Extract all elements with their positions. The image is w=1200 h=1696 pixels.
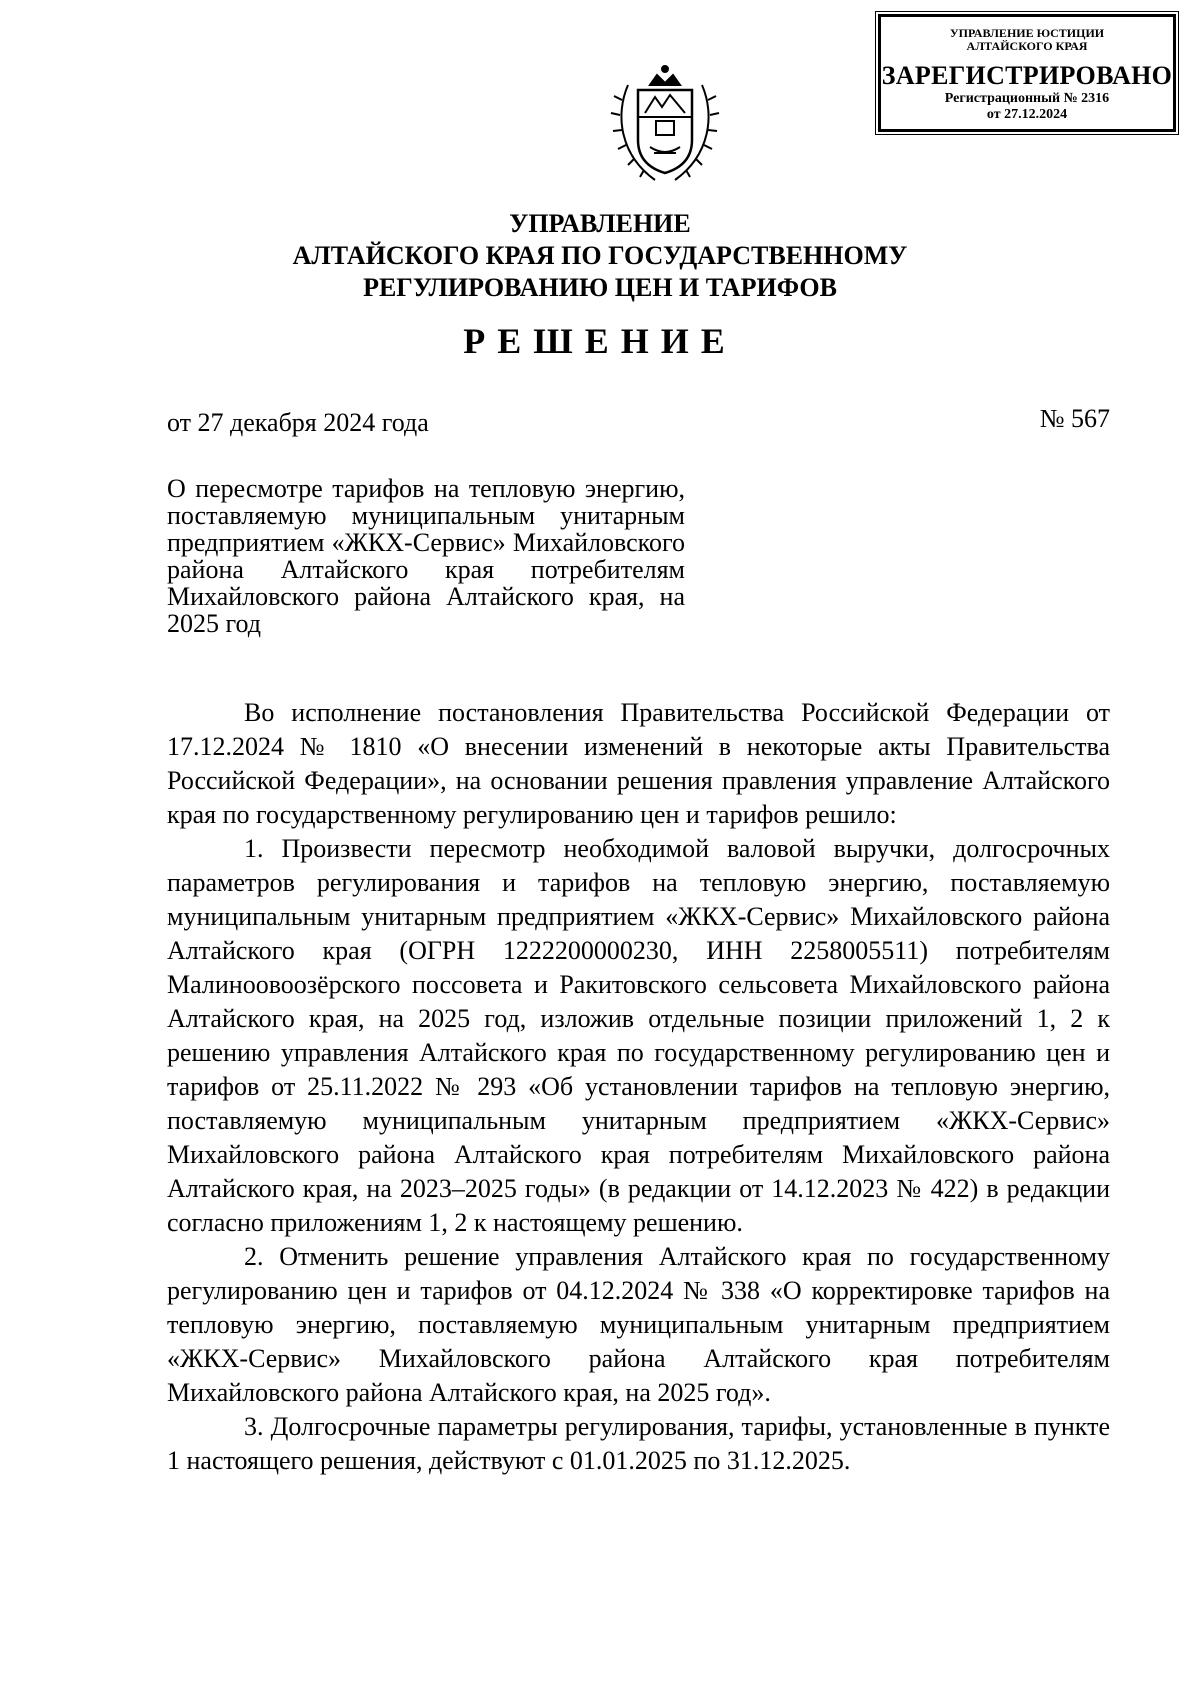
coat-of-arms-icon xyxy=(610,55,720,190)
stamp-org-line2: АЛТАЙСКОГО КРАЯ xyxy=(966,39,1088,53)
agency-header xyxy=(0,208,1200,304)
agency-header-line3: РЕГУЛИРОВАНИЮ ЦЕН И ТАРИФОВ xyxy=(363,273,837,302)
stamp-reg-date: от 27.12.2024 xyxy=(986,107,1068,122)
agency-header-line2: АЛТАЙСКОГО КРАЯ ПО ГОСУДАРСТВЕННОМУ xyxy=(292,241,908,270)
clause-1-paragraph: 1. Произвести пересмотр необходимой валовой выручки, долгосрочных параметров регулирования и тарифов на тепловую энергию, поставляемую муниципальным унитарным предприятием «ЖКХ-Сервис» Михайловского района Алтайского края (ОГРН 1222200000230, ИНН 2258005511) потребителям Малиноовоозёрского поссовета и Ракитовского сельсовета Михайловского района Алтайского края, на 2025 год, изложив отдельные позиции приложений 1, 2 к решению управления Алтайского края по государственному регулированию цен и тарифов от 25.11.2022 № 293 «Об установлении тарифов на тепловую энергию, поставляемую муниципальным унитарным предприятием «ЖКХ-Сервис» Михайловского района Алтайского края потребителям Михайловского района Алтайского края, на 2023–2025 годы» (в редакции от 14.12.2023 № 422) в редакции согласно приложениям 1, 2 к настоящему решению. xyxy=(167,834,1110,1237)
preamble-paragraph: Во исполнение постановления Правительства Российской Федерации от 17.12.2024 № 1810 «О внесении изменений в некоторые акты Правительства Российской Федерации», на основании решения правления управление Алтайского края по государственному регулированию цен и тарифов решило: xyxy=(167,698,1110,829)
clause-2-paragraph: 2. Отменить решение управления Алтайского края по государственному регулированию цен и тарифов от 04.12.2024 № 338 «О корректировке тарифов на тепловую энергию, поставляемую муниципальным унитарным предприятием «ЖКХ-Сервис» Михайловского района Алтайского края потребителям Михайловского района Алтайского края, на 2025 год». xyxy=(167,1242,1110,1407)
clause-3-paragraph: 3. Долгосрочные параметры регулирования, тарифы, установленные в пункте 1 настоящего решения, действуют с 01.01.2025 по 31.12.2025. xyxy=(167,1412,1110,1475)
document-subject: О пересмотре тарифов на тепловую энергию, поставляемую муниципальным унитарным предприятием «ЖКХ-Сервис» Михайловского района Алтайского края потребителям Михайловского района Алтайского края, на 2025 год xyxy=(167,474,685,638)
document-number: № 567 xyxy=(1039,404,1110,433)
stamp-org-line1: УПРАВЛЕНИЕ ЮСТИЦИИ xyxy=(949,26,1105,40)
document-date: от 27 декабря 2024 года xyxy=(167,408,429,437)
agency-header-line1: УПРАВЛЕНИЕ xyxy=(509,209,691,238)
stamp-reg-number: Регистрационный № 2316 xyxy=(944,91,1110,106)
document-type: РЕШЕНИЕ xyxy=(463,321,737,361)
registration-stamp xyxy=(878,14,1176,132)
document-body xyxy=(167,696,1110,1478)
stamp-status: ЗАРЕГИСТРИРОВАНО xyxy=(881,61,1173,90)
